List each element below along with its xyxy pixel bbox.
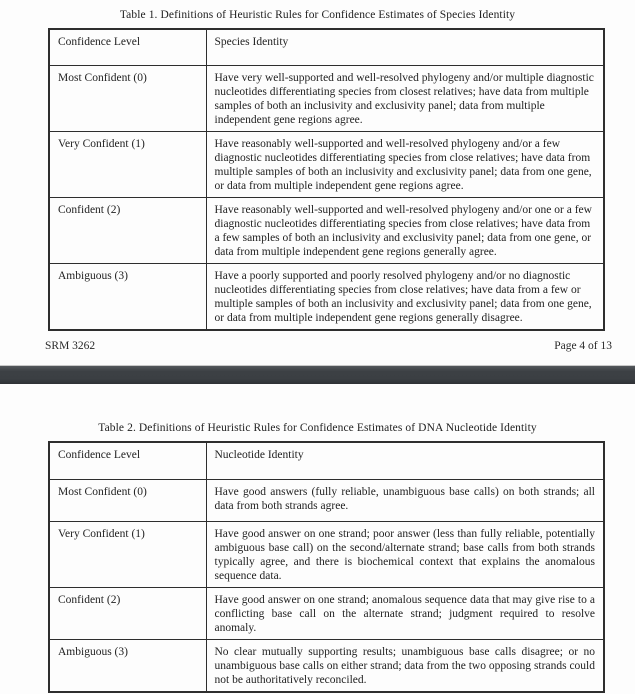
table-row	[49, 479, 604, 521]
table2-header-nucleotide-identity: Nucleotide Identity	[206, 442, 604, 479]
table-row	[49, 197, 604, 263]
confidence-level-cell: Ambiguous (3)	[49, 639, 206, 692]
description-cell: Have good answer on one strand; poor answer (less than fully reliable, potentially ambiguous base call) on the second/alternate strand; base calls from both strands typically agree, and there is biochemical context that explains the anomalous sequence data.	[206, 521, 604, 587]
footer-page-number: Page 4 of 13	[554, 339, 612, 352]
confidence-level-cell: Very Confident (1)	[49, 521, 206, 587]
confidence-level-cell: Confident (2)	[49, 587, 206, 639]
description-cell: Have good answers (fully reliable, unambiguous base calls) on both strands; all data from both strands agree.	[206, 479, 604, 521]
description-cell: No clear mutually supporting results; unambiguous base calls disagree; or no unambiguous base calls on either strand; data from the two opposing strands could not be authoritatively reconciled.	[206, 639, 604, 692]
footer-document-id: SRM 3262	[45, 339, 96, 352]
description-cell: Have good answer on one strand; anomalous sequence data that may give rise to a conflicting base call on the alternate strand; judgment required to resolve anomaly.	[206, 587, 604, 639]
confidence-level-cell: Ambiguous (3)	[49, 263, 206, 330]
table-row	[49, 587, 604, 639]
table1-title: Table 1. Definitions of Heuristic Rules for Confidence Estimates of Species Identity	[119, 9, 516, 21]
table1-header-species-identity: Species Identity	[206, 29, 604, 65]
table-row	[49, 263, 604, 330]
table1-species-identity	[48, 28, 605, 331]
description-cell: Have reasonably well-supported and well-resolved phylogeny and/or one or a few diagnostic nucleotides differentiating species from close relatives; have data from a few samples of both an inclusivity and exclusivity panel; data from one gene, or data from multiple independent gene regions generally agree.	[206, 197, 604, 263]
table-row	[49, 521, 604, 587]
document-page-5	[0, 384, 635, 694]
description-cell: Have a poorly supported and poorly resolved phylogeny and/or no diagnostic nucleotides differentiating species from close relatives; have data from a few or multiple samples of both an inclusivity and exclusivity panel; data from one gene, or data from multiple independent gene regions generally disagree.	[206, 263, 604, 330]
confidence-level-cell: Very Confident (1)	[49, 131, 206, 197]
table2-nucleotide-identity	[48, 441, 605, 693]
table-header-row	[49, 442, 604, 479]
table2-title: Table 2. Definitions of Heuristic Rules for Confidence Estimates of DNA Nucleotide Identity	[98, 422, 537, 434]
table-header-row	[49, 29, 604, 65]
description-cell: Have reasonably well-supported and well-resolved phylogeny and/or a few diagnostic nucleotides differentiating species from close relatives; have data from multiple samples of both an inclusivity and exclusivity panel; data from one gene, or data from multiple independent gene regions agree.	[206, 131, 604, 197]
table2-header-confidence-level: Confidence Level	[49, 442, 206, 479]
table-row	[49, 639, 604, 692]
table1-header-confidence-level: Confidence Level	[49, 29, 206, 65]
table-row	[49, 65, 604, 131]
confidence-level-cell: Most Confident (0)	[49, 479, 206, 521]
page-footer	[45, 340, 612, 352]
description-cell: Have very well-supported and well-resolved phylogeny and/or multiple diagnostic nucleotides differentiating species from closest relatives; have data from multiple samples of both an inclusivity and exclusivity panel; data from multiple independent gene regions agree.	[206, 65, 604, 131]
confidence-level-cell: Confident (2)	[49, 197, 206, 263]
page-separator	[0, 365, 635, 384]
table-row	[49, 131, 604, 197]
confidence-level-cell: Most Confident (0)	[49, 65, 206, 131]
